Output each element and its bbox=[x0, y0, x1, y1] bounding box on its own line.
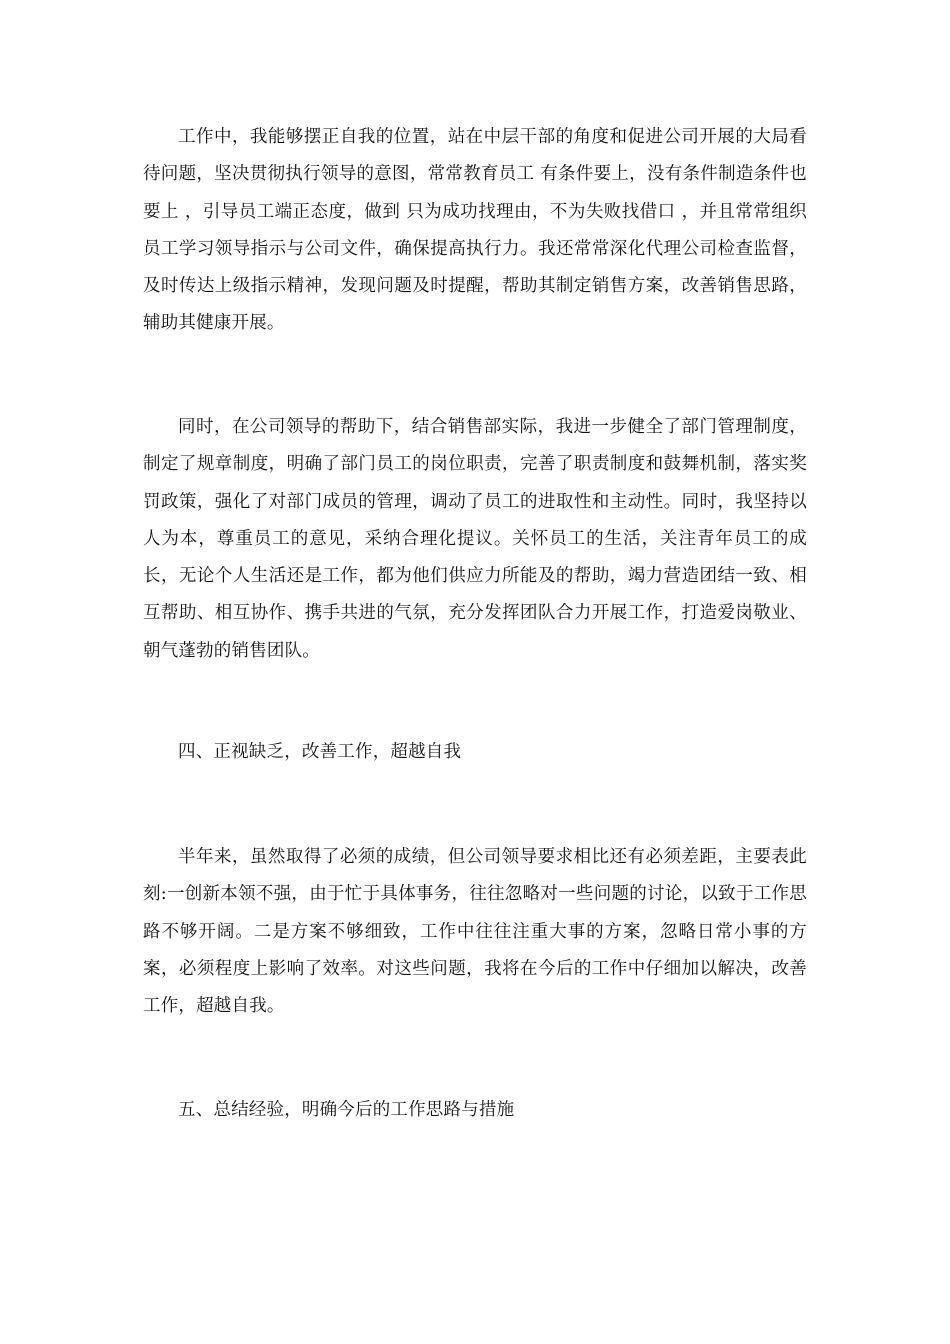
paragraph-work-attitude: 工作中，我能够摆正自我的位置，站在中层干部的角度和促进公司开展的大局看待问题，坚决贯彻执行领导的意图，常常教育员工 有条件要上，没有条件制造条件也要上 ，引导员工端正态度，做到 只为成功找理由，不为失败找借口 ，并且常常组织员工学习领导指示与公司文件，确保提高执行力。我还常常深化代理公司检查监督，及时传达上级指示精神，发现问题及时提醒，帮助其制定销售方案，改善销售思路，辅助其健康开展。 bbox=[143, 127, 807, 334]
section-heading-four: 四、正视缺乏，改善工作，超越自我 bbox=[178, 742, 462, 762]
section-heading-five: 五、总结经验，明确今后的工作思路与措施 bbox=[178, 1100, 515, 1120]
paragraph-shortcomings: 半年来，虽然取得了必须的成绩，但公司领导要求相比还有必须差距，主要表此刻:一创新本领不强，由于忙于具体事务，往往忽略对一些问题的讨论，以致于工作思路不够开阔。二是方案不够细致，工作中往往注重大事的方案，忽略日常小事的方案，必须程度上影响了效率。对这些问题，我将在今后的工作中仔细加以解决，改善工作，超越自我。 bbox=[143, 847, 807, 1017]
paragraph-department-management: 同时，在公司领导的帮助下，结合销售部实际，我进一步健全了部门管理制度，制定了规章制度，明确了部门员工的岗位职责，完善了职责制度和鼓舞机制，落实奖罚政策，强化了对部门成员的管理，调动了员工的进取性和主动性。同时，我坚持以人为本，尊重员工的意见，采纳合理化提议。关怀员工的生活，关注青年员工的成长，无论个人生活还是工作，都为他们供应力所能及的帮助，竭力营造团结一致、相互帮助、相互协作、携手共进的气氛，充分发挥团队合力开展工作，打造爱岗敬业、朝气蓬勃的销售团队。 bbox=[143, 417, 807, 661]
